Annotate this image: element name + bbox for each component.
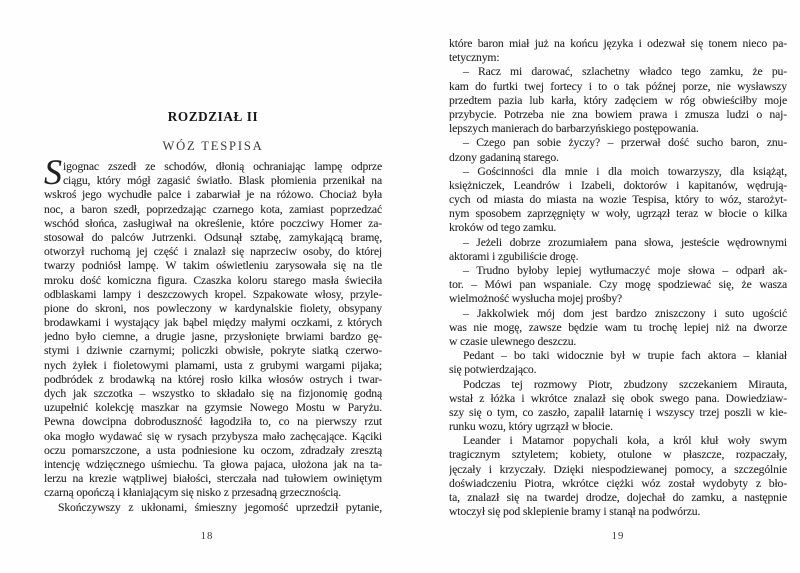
text-line: przybycie. Potrzeba nie zna bowiem prawa i zmusza ludzi o naj- bbox=[449, 107, 787, 121]
text-line: twarzy podniósł lampę. W takim oświetleniu zarysowała się na tle bbox=[44, 259, 382, 273]
text-line: Pewna dowcipna dobroduszność łagodziła to, co na pierwszy rzut bbox=[44, 415, 382, 429]
text-line: lepszych manierach do barbarzyńskiego postępowania. bbox=[449, 122, 699, 136]
paragraph bbox=[449, 378, 787, 435]
left-page-text-column bbox=[44, 152, 382, 515]
paragraph bbox=[44, 501, 382, 515]
text-line: – Racz mi darować, szlachetny władco tego zamku, że pu- bbox=[463, 65, 787, 79]
text-line: Pedant – bo taki widocznie był w trupie fach aktora – kłaniał bbox=[463, 349, 787, 363]
text-line: jęczały i krzyczały. Dzięki niespodziewanej pomocy, a szczególnie bbox=[449, 462, 787, 476]
text-line: stymi i dziwnie czarnymi; policzki obwisłe, pokryte siatką czerwo- bbox=[44, 344, 382, 358]
text-line: dych jak szczotka – wszystko to składało się na fizjonomię godną bbox=[44, 387, 382, 400]
paragraph bbox=[44, 152, 382, 501]
text-line: wskroś jego wychudłe palce i zabarwiał je na różowo. Chociaż była bbox=[44, 188, 382, 202]
paragraph bbox=[449, 264, 787, 307]
text-line: igognac zszedł ze schodów, dłonią ochraniając lampę odprze bbox=[63, 160, 382, 173]
paragraph bbox=[449, 349, 787, 377]
text-line: nym sposobem zaprzęgnięty w woły, ugrzązł teraz w błocie o kilka bbox=[449, 207, 787, 221]
text-line: – Trudno byłoby lepiej wytłumaczyć moje słowa – odparł ak- bbox=[463, 264, 787, 277]
text-line: wtoczył się pod sklepienie bramy i stanął na podwórzu. bbox=[449, 505, 701, 519]
text-line: się potwierdzająco. bbox=[449, 363, 537, 377]
text-line: pione do skroni, nos powleczony w kardynalskie fiolety, obsypany bbox=[44, 301, 382, 315]
text-line: intencję wdzięcznego uśmiechu. Ta głowa pajaca, ułożona jak na ta- bbox=[44, 457, 382, 471]
text-line: – Gościnności dla mnie i dla moich towarzyszy, dla książąt, bbox=[463, 164, 787, 178]
paragraph bbox=[449, 434, 787, 519]
text-line: runku wozu, który ugrzązł w błocie. bbox=[449, 420, 613, 434]
text-line: doświadczeniu Piotra, wkrótce ciężki wóz został wydobyty z bło- bbox=[449, 476, 787, 490]
text-line: odblaskami lampy i deszczowych kropel. Szpakowate włosy, przyle- bbox=[44, 287, 382, 301]
right-page-text-column bbox=[449, 37, 787, 519]
text-line: noc, a baron szedł, poprzedzając czarnego kota, zamiast poprzedzać bbox=[44, 202, 382, 216]
text-line: przedtem pazia lub karła, który zadęciem w róg obwieściłby moje bbox=[449, 93, 787, 107]
text-line: Leander i Matamor popychali koła, a król kłuł woły swym bbox=[463, 434, 787, 448]
text-line: otworzył ruchomą jej część i znalazł się naprzeciw osoby, do której bbox=[44, 245, 382, 259]
paragraph bbox=[449, 165, 787, 236]
text-line: podbródek z brodawką na której rosło kilka włosów ostrych i twar- bbox=[44, 372, 382, 386]
text-line: czarną opończą i kłaniającym się nisko z przesadną grzecznością. bbox=[44, 486, 342, 500]
text-line: mroku dość komiczna figura. Czaszka koloru starego masła świeciła bbox=[44, 273, 382, 287]
text-line: was nie mogę, zawsze będzie wam tu trochę lepiej niż na dworze bbox=[449, 320, 787, 334]
text-line: oka mogło wydawać się w rysach przybysza mało zachęcające. Kąciki bbox=[44, 429, 382, 443]
text-line: ta, znalazł się na twardej drodze, dojechał do zamku, a następnie bbox=[449, 491, 787, 504]
text-line: oczu pomarszczone, a usta podniesione ku oczom, zdradzały zresztą bbox=[44, 443, 382, 457]
left-page-number: 18 bbox=[200, 530, 214, 542]
text-line: uzupełnić kolekcję maszkar na gzymsie Nowego Mostu w Paryżu. bbox=[44, 401, 382, 415]
text-line: – Jeżeli dobrze zrozumiałem pana słowa, jesteście wędrownymi bbox=[463, 235, 787, 249]
text-line: szy się o tym, co zaszło, zapalił latarnię i wszyscy trzej poszli w kie- bbox=[449, 405, 787, 419]
text-line: cych od miasta do miasta na wozie Tespisa, który to wóz, starożyt- bbox=[449, 193, 787, 207]
text-line: nych żyłek i fioletowymi plamami, usta z grubymi wargami pijaka; bbox=[44, 358, 382, 372]
text-line: księżniczek, Leandrów i Izabeli, doktorów i kapitanów, wędrują- bbox=[449, 178, 787, 192]
paragraph bbox=[449, 236, 787, 264]
text-line: aktorami i zgubiliście drogę. bbox=[449, 249, 579, 263]
text-line: wielmożność wysłucha mojej prośby? bbox=[449, 292, 623, 306]
text-line: – Czego pan sobie życzy? – przerwał dość sucho baron, znu- bbox=[463, 136, 787, 150]
chapter-heading: ROZDZIAŁ II bbox=[167, 109, 259, 124]
text-line: wschód słońca, zasługiwał na określenie, które poczciwy Homer za- bbox=[44, 216, 382, 230]
text-line: tetycznym: bbox=[449, 51, 500, 65]
text-line: ciągu, który mógł zagasić światło. Blask płomienia przenikał na bbox=[63, 174, 382, 188]
paragraph bbox=[449, 307, 787, 350]
right-page-number: 19 bbox=[611, 530, 625, 542]
text-line: stosował do palców Jutrzenki. Odsunął sztabę, zamykającą bramę, bbox=[44, 230, 382, 244]
text-line: Skończywszy z ukłonami, śmieszny jegomość uprzedził pytanie, bbox=[58, 500, 382, 514]
text-line: lerzu na krezie wątpliwej białości, sterczała nad tułowiem owiniętym bbox=[44, 472, 382, 486]
text-line: jedno było ciemne, a drugie jasne, przysłonięte brwiami bardzo gę- bbox=[44, 330, 382, 344]
text-line: brodawkami i wystający jak bąbel między małymi oczkami, z których bbox=[44, 316, 382, 330]
text-line: tor. – Mówi pan wspaniale. Czy mogę spodziewać się, że wasza bbox=[449, 278, 787, 292]
text-line: dzony gadaniną starego. bbox=[449, 150, 559, 164]
drop-cap-letter: S bbox=[44, 152, 62, 192]
paragraph bbox=[449, 65, 787, 136]
text-line: wstał z łóżka i wkrótce znalazł się obok swego pana. Dowiedziaw- bbox=[449, 391, 787, 405]
chapter-title: WÓZ TESPISA bbox=[162, 139, 264, 153]
text-line: tragicznym sztyletem; kobiety, otulone w płaszcze, rozpaczały, bbox=[449, 448, 787, 462]
text-line: – Jakkolwiek mój dom jest bardzo zniszczony i suto ugościć bbox=[463, 306, 787, 320]
text-line: które baron miał już na końcu języka i odezwał się tonem nieco pa- bbox=[449, 37, 787, 50]
paragraph bbox=[449, 136, 787, 164]
text-line: kam do furtki twej fortecy i to o tak późnej porze, nie wysławszy bbox=[449, 79, 787, 93]
text-line: w czasie ulewnego deszczu. bbox=[449, 334, 577, 348]
text-line: kroków od tego zamku. bbox=[449, 221, 557, 235]
text-line: Podczas tej rozmowy Piotr, zbudzony szczekaniem Mirauta, bbox=[463, 377, 787, 391]
paragraph bbox=[449, 37, 787, 65]
